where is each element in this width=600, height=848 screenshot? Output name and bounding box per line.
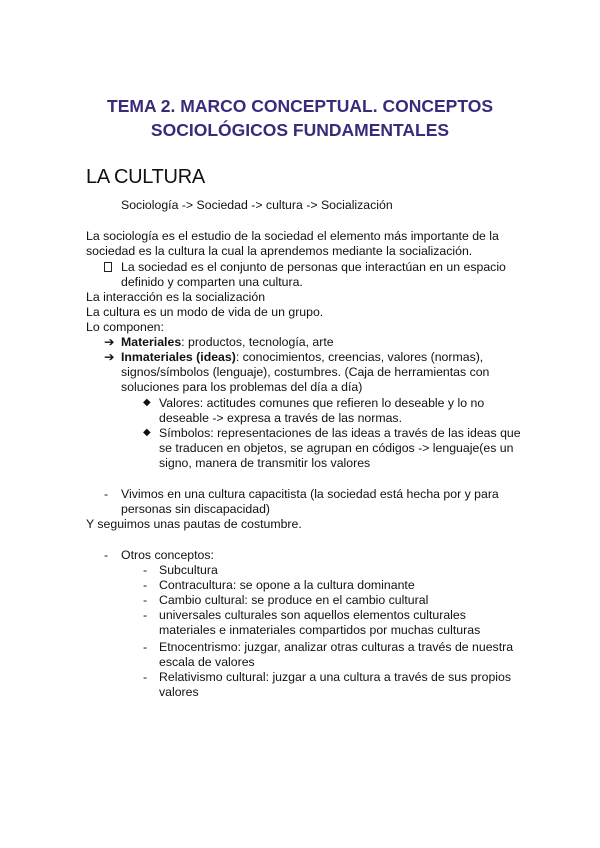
dash-bullet: - [143, 593, 148, 607]
dash-bullet: - [143, 563, 148, 577]
arrow-icon: ➔ [104, 335, 115, 349]
capacitista-line-1: Vivimos en una cultura capacitista (la sociedad está hecha por y para [121, 487, 499, 501]
simbolos-line-1: Símbolos: representaciones de las ideas a través de las ideas que [159, 426, 521, 440]
diamond-icon: ◆ [143, 397, 151, 408]
etnocentrismo-line-2: escala de valores [159, 655, 255, 669]
dash-bullet: - [104, 548, 109, 562]
inmateriales-line-2: signos/símbolos (lenguaje), costumbres. (Caja de herramientas con [121, 365, 490, 379]
cultura-modo-text: La cultura es un modo de vida de un grupo. [86, 305, 324, 319]
relativismo-line-2: valores [159, 685, 199, 699]
dash-bullet: - [143, 608, 148, 622]
etnocentrismo-line-1: Etnocentrismo: juzgar, analizar otras culturas a través de nuestra [159, 640, 514, 654]
materiales-item [121, 335, 334, 350]
page-title [40, 94, 560, 142]
simbolos-line-2: se traducen en objetos, se agrupan en códigos -> lenguaje(es un [159, 441, 514, 455]
title-line-2: SOCIOLÓGICOS FUNDAMENTALES [150, 120, 450, 140]
valores-line-1: Valores: actitudes comunes que refieren lo deseable y lo no [159, 396, 485, 410]
relativismo-line-1: Relativismo cultural: juzgar a una cultura a través de sus propios [159, 670, 511, 684]
pautas-text: Y seguimos unas pautas de costumbre. [86, 517, 302, 531]
interaccion-text: La interacción es la socialización [86, 290, 266, 304]
dash-bullet: - [143, 578, 148, 592]
title-line-1: TEMA 2. MARCO CONCEPTUAL. CONCEPTOS [107, 96, 493, 116]
valores-line-2: deseable -> expresa a través de las normas. [159, 411, 402, 425]
intro-line-1: La sociología es el estudio de la sociedad el elemento más importante de la [86, 229, 499, 243]
otros-conceptos-label: Otros conceptos: [121, 548, 214, 562]
intro-line-2: sociedad es la cultura la cual la aprendemos mediante la socialización. [86, 244, 473, 258]
inmateriales-item [121, 350, 483, 365]
lo-componen-text: Lo componen: [86, 320, 164, 334]
dash-bullet: - [143, 640, 148, 654]
checkbox-item-line-1: La sociedad es el conjunto de personas que interactúan en un espacio [121, 260, 506, 274]
cambio-cultural-item: Cambio cultural: se produce en el cambio cultural [159, 593, 429, 607]
universales-line-1: universales culturales son aquellos elementos culturales [159, 608, 466, 622]
dash-bullet: - [143, 670, 148, 684]
inmateriales-text: : conocimientos, creencias, valores (normas), [235, 350, 484, 364]
capacitista-line-2: personas sin discapacidad) [121, 502, 271, 516]
universales-line-2: materiales e inmateriales compartidos por muchas culturas [159, 623, 481, 637]
concept-chain: Sociología -> Sociedad -> cultura -> Socialización [121, 198, 393, 212]
materiales-text: : productos, tecnología, arte [181, 335, 334, 349]
inmateriales-label: Inmateriales (ideas) [121, 350, 236, 364]
checkbox-item-line-2: definido y comparten una cultura. [121, 275, 303, 289]
contracultura-item: Contracultura: se opone a la cultura dominante [159, 578, 415, 592]
arrow-icon: ➔ [104, 350, 115, 364]
diamond-icon: ◆ [143, 427, 151, 438]
simbolos-line-3: signo, manera de transmitir los valores [159, 456, 371, 470]
subcultura-item: Subcultura [159, 563, 218, 577]
dash-bullet: - [104, 487, 109, 501]
inmateriales-line-3: soluciones para los problemas del día a día) [121, 380, 363, 394]
materiales-label: Materiales [121, 335, 182, 349]
section-heading: LA CULTURA [86, 166, 205, 188]
